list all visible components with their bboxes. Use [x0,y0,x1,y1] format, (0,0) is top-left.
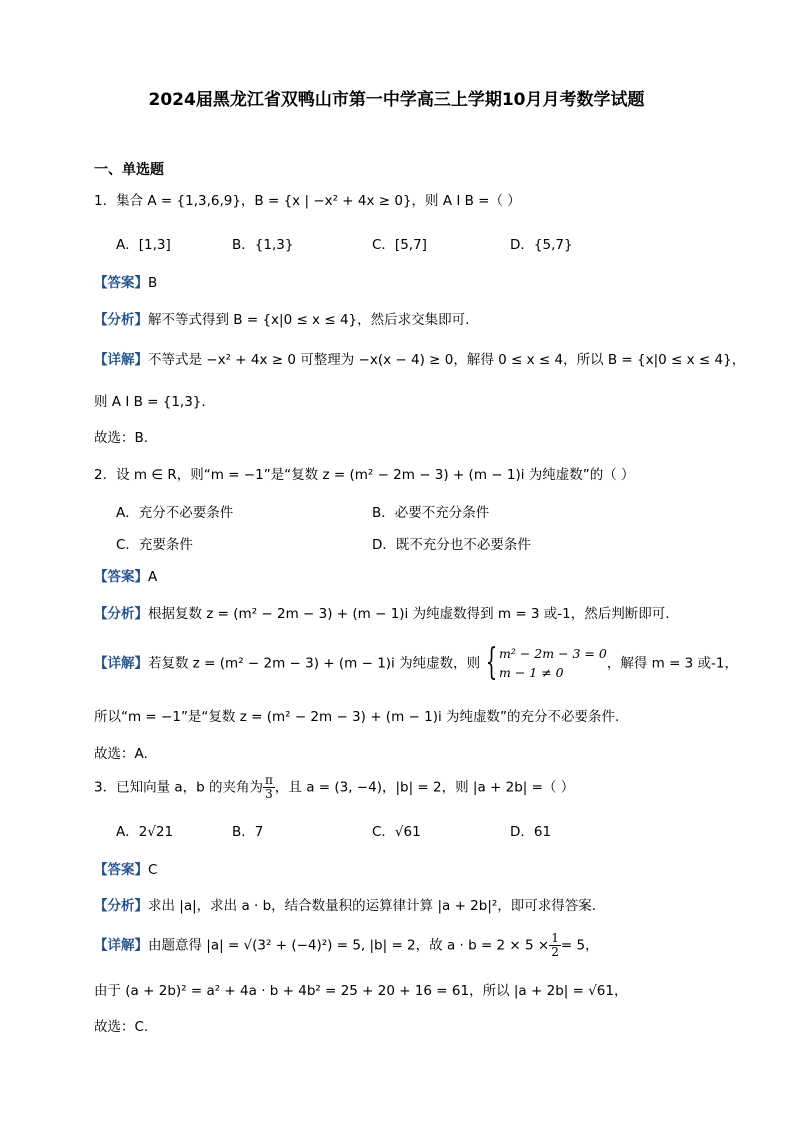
q2-detail [94,644,738,683]
q1-choice: 故选：B. [94,430,149,446]
answer-tag: 【答案】 [94,569,148,585]
q2-option-b: B．必要不充分条件 [372,505,490,521]
page-title: 2024届黑龙江省双鸭山市第一中学高三上学期10月月考数学试题 [148,90,645,110]
q3-detail-post: = 5， [560,937,599,954]
q2-answer-value: A [148,569,158,585]
analysis-tag: 【分析】 [94,606,148,622]
q3-detail [94,932,599,959]
analysis-tag: 【分析】 [94,312,148,328]
q3-choice: 故选：C. [94,1019,149,1035]
q3-detail-line2: 由于 (a + 2b)² = a² + 4a · b + 4b² = 25 + 20 + 16 = 61，所以 |a + 2b| = √61， [94,983,628,999]
system-eq-1: m² − 2m − 3 = 0 [499,646,607,661]
q3-answer [94,862,157,878]
detail-tag: 【详解】 [94,937,148,954]
q2-stem: 2．设 m ∈ R，则“m = −1”是“复数 z = (m² − 2m − 3) + (m − 1)i 为纯虚数”的（ ） [94,467,635,483]
q2-detail-line2: 所以“m = −1”是“复数 z = (m² − 2m − 3) + (m − 1)i 为纯虚数”的充分不必要条件. [94,709,620,725]
q3-stem-post: ，且 a = (3, −4)，|b| = 2，则 |a + 2b| =（ ） [274,779,575,796]
answer-tag: 【答案】 [94,862,148,878]
q3-option-c: C．√61 [372,824,421,840]
q1-detail-text: 不等式是 −x² + 4x ≥ 0 可整理为 −x(x − 4) ≥ 0，解得 0 ≤ x ≤ 4，所以 B = {x|0 ≤ x ≤ 4}， [148,352,746,368]
detail-tag: 【详解】 [94,352,148,368]
q2-choice: 故选：A. [94,746,148,762]
q2-option-d: D．既不充分也不必要条件 [372,537,531,553]
brace-symbol: { [485,642,498,684]
q1-answer [94,275,157,291]
section-heading: 一、单选题 [94,162,164,178]
fraction-numerator: π [265,773,273,787]
system-eq-2: m − 1 ≠ 0 [499,665,564,681]
q1-detail-line2: 则 A I B = {1,3}. [94,394,206,410]
answer-tag: 【答案】 [94,275,148,291]
q2-option-c: C．充要条件 [116,537,193,553]
q3-option-a: A．2√21 [116,824,174,840]
q3-answer-value: C [148,862,158,878]
q1-option-b: B．{1,3} [232,237,294,253]
q2-answer [94,569,157,585]
q2-option-a: A．充分不必要条件 [116,505,234,521]
q3-option-b: B．7 [232,824,264,840]
q1-option-c: C．[5,7] [372,237,427,253]
q3-stem [94,774,574,801]
fraction-one-half [549,932,561,959]
q1-stem: 1．集合 A = {1,3,6,9}，B = {x | −x² + 4x ≥ 0}，则 A I B =（ ） [94,193,521,209]
q3-option-d: D．61 [510,824,552,840]
q1-option-a: A．[1,3] [116,237,171,253]
fraction-numerator: 1 [551,931,559,945]
q3-detail-text: 由题意得 |a| = √(3² + (−4)²) = 5, |b| = 2，故 a · b = 2 × 5 × [148,937,550,954]
q3-analysis [94,898,596,914]
q1-detail [94,352,745,368]
q3-analysis-text: 求出 |a|，求出 a · b，结合数量积的运算律计算 |a + 2b|²，即可求得答案. [148,898,597,914]
analysis-tag: 【分析】 [94,898,148,914]
q2-detail-text: 若复数 z = (m² − 2m − 3) + (m − 1)i 为纯虚数，则 [148,655,481,672]
equation-system [499,644,607,683]
q2-detail-post: ，解得 m = 3 或-1， [606,655,739,672]
fraction-denominator: 3 [265,787,273,802]
q1-analysis-text: 解不等式得到 B = {x|0 ≤ x ≤ 4}，然后求交集即可. [148,312,470,328]
q2-analysis-text: 根据复数 z = (m² − 2m − 3) + (m − 1)i 为纯虚数得到 m = 3 或-1，然后判断即可. [148,606,670,622]
q3-stem-pre: 3．已知向量 a，b 的夹角为 [94,779,264,796]
q2-analysis [94,606,670,622]
q1-option-d: D．{5,7} [510,237,573,253]
fraction-denominator: 2 [551,945,559,960]
q1-answer-value: B [148,275,158,291]
fraction-pi-over-3 [263,774,275,801]
detail-tag: 【详解】 [94,655,148,672]
q1-analysis [94,312,469,328]
